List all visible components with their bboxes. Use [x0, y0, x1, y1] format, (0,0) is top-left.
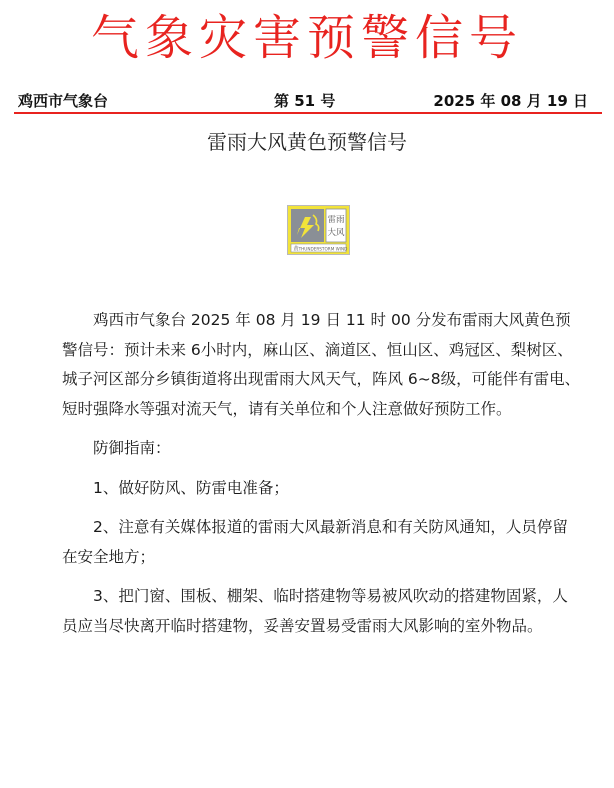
signal-footer-english: THUNDERSTORM WIND [298, 246, 348, 252]
issuer-name: 鸡西市气象台 [18, 92, 109, 110]
guide-item-1: 1、做好防风、防雷电准备； [93, 478, 289, 497]
issue-number: 第 51 号 [274, 92, 336, 110]
header-divider [14, 112, 602, 114]
issue-date: 2025 年 08 月 19 日 [433, 92, 588, 110]
masthead-title: 气象灾害预警信号 [90, 10, 523, 66]
announcement-paragraph: 鸡西市气象台 2025 年 08 月 19 日 11 时 00 分发布雷雨大风黄色预警信号：预计未来 6小时内，麻山区、滴道区、恒山区、鸡冠区、梨树区、城子河区部分乡镇街道将出现雷雨大风天气，阵风 6~8级，可能伴有雷电、短时强降水等强对流天气，请有关单位和个人注意做好预防工作。 [62, 311, 581, 418]
signal-label-line-2: 大风 [327, 228, 345, 238]
guide-item-3: 3、把门窗、围板、棚架、临时搭建物等易被风吹动的搭建物固紧，人员应当尽快离开临时搭建物，妥善安置易受雷雨大风影响的室外物品。 [62, 587, 568, 635]
signal-label-line-1: 雷雨 [327, 215, 345, 225]
document-title: 雷雨大风黄色预警信号 [207, 130, 407, 154]
document-body [62, 306, 582, 651]
guide-item-2: 2、注意有关媒体报道的雷雨大风最新消息和有关防风通知，人员停留在安全地方； [62, 518, 568, 566]
thunderstorm-wind-yellow-signal-icon [287, 205, 350, 255]
meta-row [18, 90, 588, 112]
signal-footer-level: 黄 [293, 246, 299, 253]
defense-guide-heading: 防御指南： [93, 439, 171, 457]
